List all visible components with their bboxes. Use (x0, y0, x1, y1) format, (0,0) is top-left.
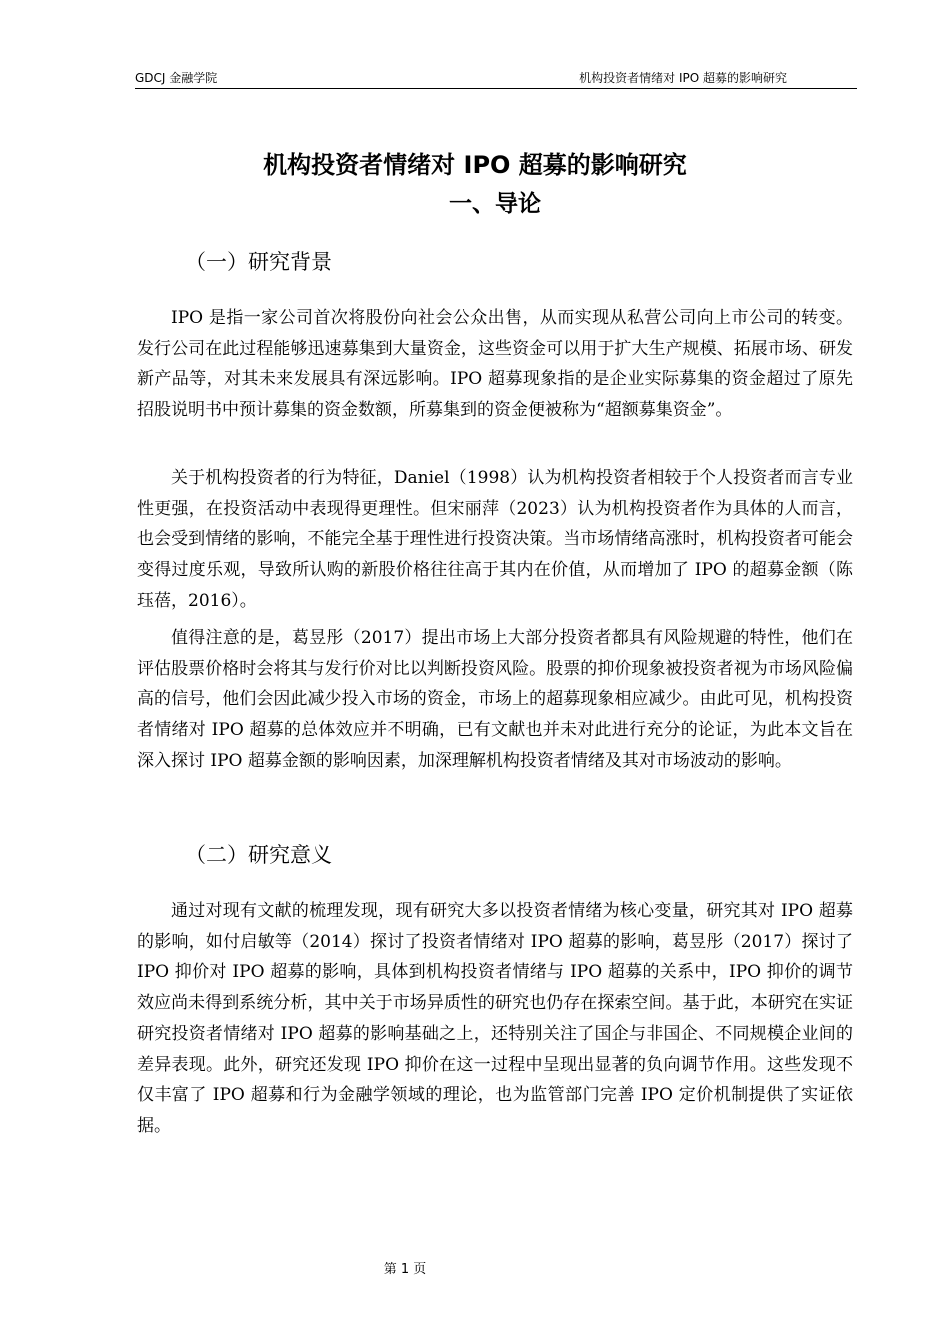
section-heading-background: （一）研究背景 (185, 250, 332, 274)
paragraph: 通过对现有文献的梳理发现，现有研究大多以投资者情绪为核心变量，研究其对 IPO 超募的影响，如付启敏等（2014）探讨了投资者情绪对 IPO 超募的影响，葛昱彤（2017）探讨了 IPO 抑价对 IPO 超募的影响，具体到机构投资者情绪与 IPO 超募的关系中，IPO 抑价的调节效应尚未得到系统分析，其中关于市场异质性的研究也仍存在探索空间。基于此，本研究在实证研究投资者情绪对 IPO 超募的影响基础之上，还特别关注了国企与非国企、不同规模企业间的差异表现。此外，研究还发现 IPO 抑价在这一过程中呈现出显著的负向调节作用。这些发现不仅丰富了 IPO 超募和行为金融学领域的理论，也为监管部门完善 IPO 定价机制提供了实证依据。 (137, 901, 853, 1136)
header-right-text: 机构投资者情绪对 IPO 超募的影响研究 (579, 71, 787, 85)
paragraph: 关于机构投资者的行为特征，Daniel（1998）认为机构投资者相较于个人投资者而言专业性更强，在投资活动中表现得更理性。但宋丽萍（2023）认为机构投资者作为具体的人而言，也会受到情绪的影响，不能完全基于理性进行投资决策。当市场情绪高涨时，机构投资者可能会变得过度乐观，导致所认购的新股价格往往高于其内在价值，从而增加了 IPO 的超募金额（陈珏蓓，2016）。 (137, 468, 853, 611)
page-header (135, 70, 857, 89)
chapter-title: 一、导论 (449, 191, 541, 217)
paragraph: IPO 是指一家公司首次将股份向社会公众出售，从而实现从私营公司向上市公司的转变。发行公司在此过程能够迅速募集到大量资金，这些资金可以用于扩大生产规模、拓展市场、研发新产品等，对其未来发展具有深远影响。IPO 超募现象指的是企业实际募集的资金超过了原先招股说明书中预计募集的资金数额，所募集到的资金便被称为“超额募集资金”。 (137, 308, 853, 421)
section-heading-significance: （二）研究意义 (185, 843, 332, 867)
document-title: 机构投资者情绪对 IPO 超募的影响研究 (263, 151, 687, 179)
header-left-text: GDCJ 金融学院 (135, 71, 218, 85)
page-number: 第 1 页 (383, 1262, 427, 1277)
paragraph: 值得注意的是，葛昱彤（2017）提出市场上大部分投资者都具有风险规避的特性，他们在评估股票价格时会将其与发行价对比以判断投资风险。股票的抑价现象被投资者视为市场风险偏高的信号，他们会因此减少投入市场的资金，市场上的超募现象相应减少。由此可见，机构投资者情绪对 IPO 超募的总体效应并不明确，已有文献也并未对此进行充分的论证，为此本文旨在深入探讨 IPO 超募金额的影响因素，加深理解机构投资者情绪及其对市场波动的影响。 (137, 628, 853, 771)
